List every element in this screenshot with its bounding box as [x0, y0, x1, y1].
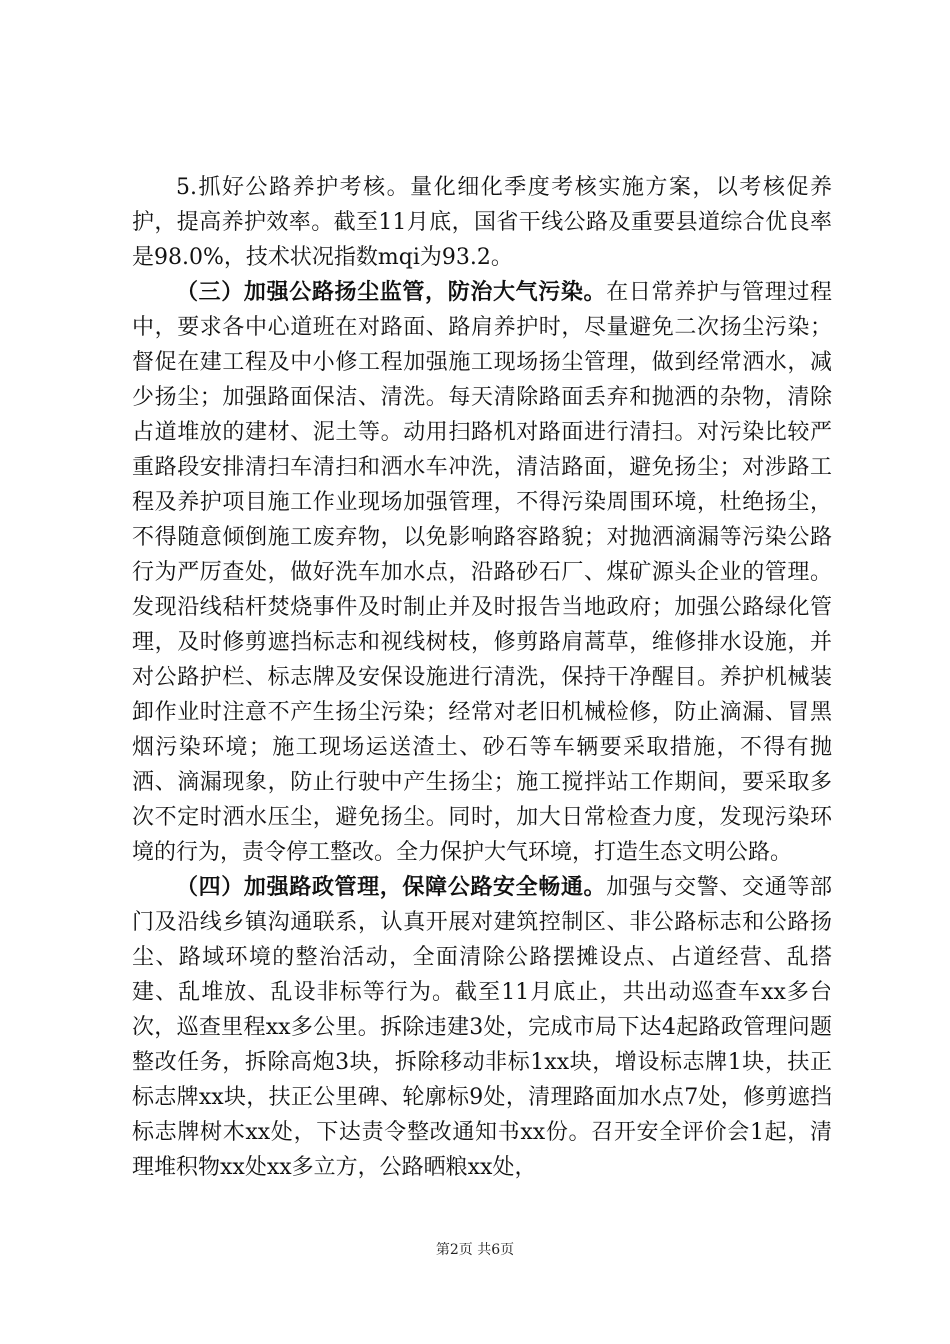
paragraph-1	[132, 170, 832, 275]
paragraph-2-text: 在日常养护与管理过程中，要求各中心道班在对路面、路肩养护时，尽量避免二次扬尘污染；督促在建工程及中小修工程加强施工现场扬尘管理，做到经常洒水，减少扬尘；加强路面保洁、清洗。每天清除路面丢弃和抛洒的杂物，清除占道堆放的建材、泥土等。动用扫路机对路面进行清扫。对污染比较严重路段安排清扫车清扫和洒水车冲洗，清洁路面，避免扬尘；对涉路工程及养护项目施工作业现场加强管理，不得污染周围环境，杜绝扬尘，不得随意倾倒施工废弃物，以免影响路容路貌；对抛洒滴漏等污染公路行为严厉查处，做好洗车加水点，沿路砂石厂、煤矿源头企业的管理。发现沿线秸杆焚烧事件及时制止并及时报告当地政府；加强公路绿化管理，及时修剪遮挡标志和视线树枝，修剪路肩蒿草，维修排水设施，并对公路护栏、标志牌及安保设施进行清洗，保持干净醒目。养护机械装卸作业时注意不产生扬尘污染；经常对老旧机械检修，防止滴漏、冒黑烟污染环境；施工现场运送渣土、砂石等车辆要采取措施，不得有抛洒、滴漏现象，防止行驶中产生扬尘；施工搅拌站工作期间，要采取多次不定时洒水压尘，避免扬尘。同时，加大日常检查力度，发现污染环境的行为，责令停工整改。全力保护大气环境，打造生态文明公路。	[132, 280, 832, 865]
page-number-footer: 第2页 共6页	[435, 1242, 515, 1258]
paragraph-3-heading: （四）加强路政管理，保障公路安全畅通。	[176, 874, 607, 900]
document-body	[132, 170, 832, 1185]
paragraph-2	[132, 275, 832, 870]
paragraph-2-heading: （三）加强公路扬尘监管，防治大气污染。	[176, 279, 607, 305]
paragraph-1-text: 5.抓好公路养护考核。量化细化季度考核实施方案，以考核促养护，提高养护效率。截至11月底，国省干线公路及重要县道综合优良率是98.0%，技术状况指数mqi为93.2。	[132, 175, 832, 270]
paragraph-3-text: 加强与交警、交通等部门及沿线乡镇沟通联系，认真开展对建筑控制区、非公路标志和公路扬尘、路域环境的整治活动，全面清除公路摆摊设点、占道经营、乱搭建、乱堆放、乱设非标等行为。截至11月底止，共出动巡查车xx多台次，巡查里程xx多公里。拆除违建3处，完成市局下达4起路政管理问题整改任务，拆除高炮3块，拆除移动非标1xx块，增设标志牌1块，扶正标志牌xx块，扶正公里碑、轮廓标9处，清理路面加水点7处，修剪遮挡标志牌树木xx处，下达责令整改通知书xx份。召开安全评价会1起，清理堆积物xx处xx多立方，公路晒粮xx处，	[132, 875, 832, 1180]
paragraph-3	[132, 870, 832, 1185]
